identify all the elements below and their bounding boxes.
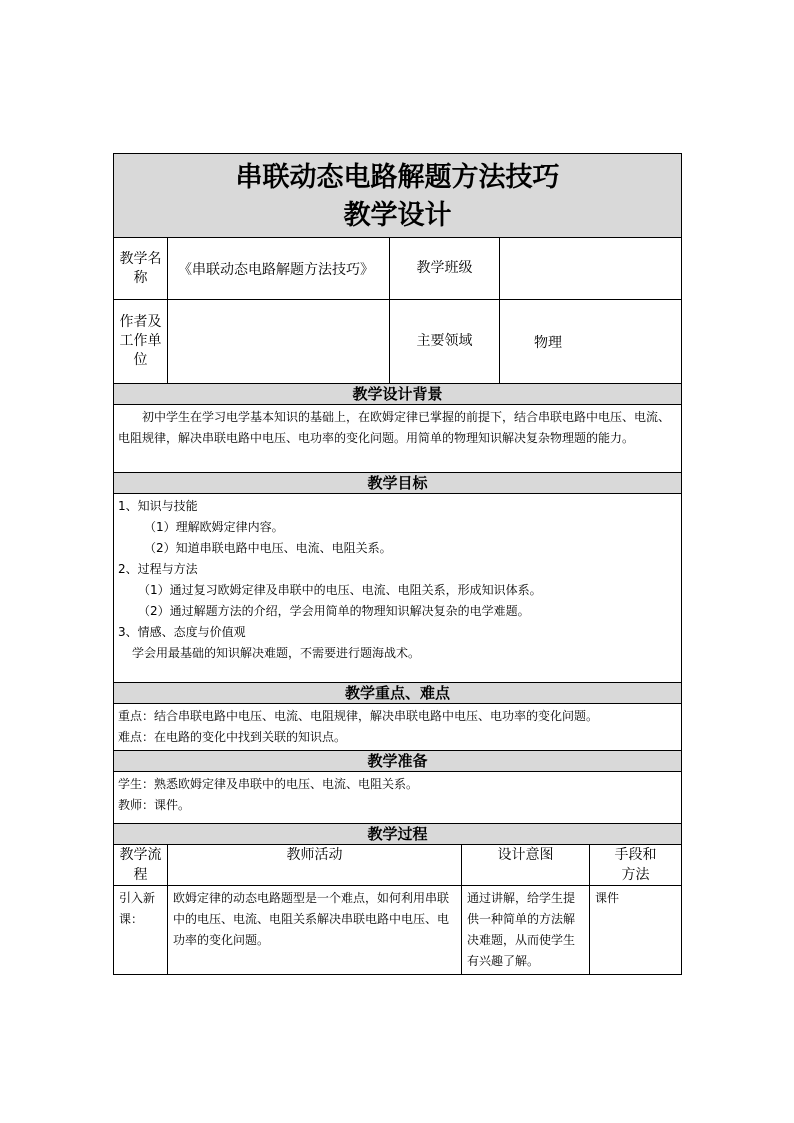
goal-line: （2）通过解题方法的介绍，学会用简单的物理知识解决复杂的电学难题。 bbox=[138, 604, 530, 618]
field-value: 物理 bbox=[500, 300, 682, 384]
background-section bbox=[114, 405, 682, 473]
document-title: 串联动态电路解题方法技巧 bbox=[235, 161, 560, 193]
goals-heading: 教学目标 bbox=[114, 473, 682, 494]
process-col-means: 手段和 方法 bbox=[590, 845, 682, 886]
author-value bbox=[168, 300, 390, 384]
goal-line: 3、情感、态度与价值观 bbox=[118, 625, 246, 639]
prep-section bbox=[114, 772, 682, 824]
difficult-point: 难点：在电路的变化中找到关联的知识点。 bbox=[118, 730, 347, 744]
student-prep: 学生：熟悉欧姆定律及串联中的电压、电流、电阻关系。 bbox=[118, 777, 419, 791]
background-text: 初中学生在学习电学基本知识的基础上，在欧姆定律已掌握的前提下，结合串联电路中电压、电流、电阻规律，解决串联电路中电压、电功率的变化问题。用简单的物理知识解决复杂物理题的能力。 bbox=[118, 410, 671, 445]
goal-line: （1）理解欧姆定律内容。 bbox=[144, 520, 284, 534]
goal-line: （2）知道串联电路中电压、电流、电阻关系。 bbox=[144, 541, 392, 555]
goal-line: 2、过程与方法 bbox=[118, 562, 198, 576]
process-col-intent: 设计意图 bbox=[462, 845, 590, 886]
name-value: 《串联动态电路解题方法技巧》 bbox=[168, 238, 390, 300]
process-col-stage: 教学流 程 bbox=[114, 845, 168, 886]
process-intent: 通过讲解，给学生提供一种简单的方法解决难题，从而使学生有兴趣了解。 bbox=[462, 886, 590, 975]
goal-line: （1）通过复习欧姆定律及串联中的电压、电流、电阻关系，形成知识体系。 bbox=[138, 583, 542, 597]
goals-section bbox=[114, 494, 682, 683]
keypoints-section bbox=[114, 704, 682, 751]
keypoints-heading: 教学重点、难点 bbox=[114, 683, 682, 704]
goal-line: 学会用最基础的知识解决难题，不需要进行题海战术。 bbox=[132, 646, 421, 660]
lesson-plan-table bbox=[113, 153, 682, 975]
process-stage: 引入新课： bbox=[114, 886, 168, 975]
process-means: 课件 bbox=[590, 886, 682, 975]
name-label: 教学名 称 bbox=[114, 238, 168, 300]
class-value bbox=[500, 238, 682, 300]
process-row bbox=[114, 886, 682, 975]
background-heading: 教学设计背景 bbox=[114, 384, 682, 405]
process-col-activity: 教师活动 bbox=[168, 845, 462, 886]
goal-line: 1、知识与技能 bbox=[118, 499, 198, 513]
title-block bbox=[114, 154, 682, 238]
field-label: 主要领域 bbox=[390, 300, 500, 384]
class-label: 教学班级 bbox=[390, 238, 500, 300]
document-subtitle: 教学设计 bbox=[343, 199, 452, 231]
prep-heading: 教学准备 bbox=[114, 751, 682, 772]
author-label: 作者及 工作单 位 bbox=[114, 300, 168, 384]
teacher-prep: 教师：课件。 bbox=[118, 798, 191, 812]
process-activity: 欧姆定律的动态电路题型是一个难点，如何利用串联中的电压、电流、电阻关系解决串联电路中电压、电功率的变化问题。 bbox=[168, 886, 462, 975]
process-heading: 教学过程 bbox=[114, 824, 682, 845]
lesson-plan bbox=[113, 153, 681, 975]
key-point: 重点：结合串联电路中电压、电流、电阻规律，解决串联电路中电压、电功率的变化问题。 bbox=[118, 709, 599, 723]
